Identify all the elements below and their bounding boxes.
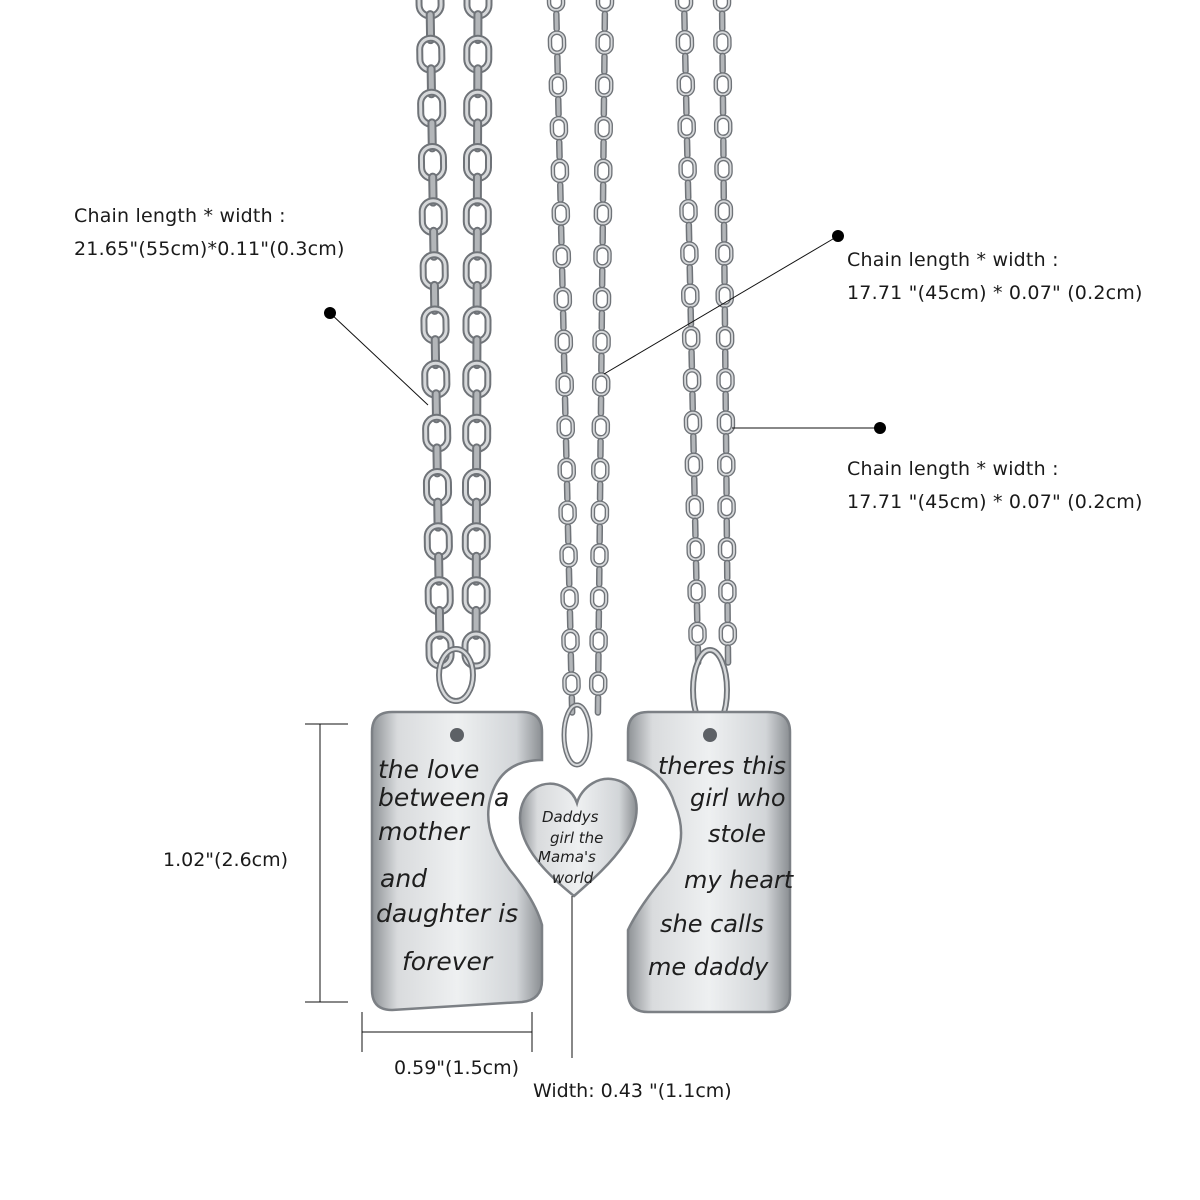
chain-link xyxy=(720,96,725,116)
chain-link xyxy=(599,310,604,330)
chain-link xyxy=(724,518,729,538)
chain-link xyxy=(678,32,692,52)
chain-link xyxy=(596,652,601,672)
chain-link xyxy=(567,609,572,629)
chain-link xyxy=(593,503,607,523)
chain-link xyxy=(601,97,606,117)
chain-link xyxy=(563,631,577,651)
chain-link xyxy=(681,201,695,221)
left-chain-callout xyxy=(324,307,428,405)
chain-link xyxy=(686,222,691,242)
chain-link xyxy=(694,603,699,623)
chain-link xyxy=(683,53,688,73)
chain-link xyxy=(558,182,563,202)
chain-link xyxy=(552,118,566,138)
chain-link xyxy=(602,54,607,74)
chain-link xyxy=(683,286,697,306)
chain-link xyxy=(718,328,732,348)
left-line-2: between a xyxy=(378,783,510,812)
right-line-4: my heart xyxy=(684,866,794,894)
left-line-3: mother xyxy=(378,817,469,846)
chain-link xyxy=(592,545,606,565)
chain-link xyxy=(718,370,732,390)
chain-link xyxy=(596,161,610,181)
middle-chain-label-line1: Chain length * width : xyxy=(847,249,1059,271)
chain-link xyxy=(595,695,600,715)
chain-link xyxy=(720,497,734,517)
chain-link xyxy=(720,582,734,602)
chain-link xyxy=(555,246,569,266)
tag-height-label: 1.02"(2.6cm) xyxy=(163,849,289,871)
chain-link xyxy=(597,75,611,95)
chain-link xyxy=(720,539,734,559)
chain-link xyxy=(716,159,730,179)
right-chain-label-line1: Chain length * width : xyxy=(847,458,1059,480)
heart-line-4: world xyxy=(552,869,594,887)
chain-link xyxy=(715,0,729,10)
right-line-5: she calls xyxy=(660,910,764,938)
right-line-6: me daddy xyxy=(648,953,769,981)
left-line-1: the love xyxy=(378,755,480,784)
chain-link xyxy=(679,117,693,137)
chain-link xyxy=(688,497,702,517)
chain-link xyxy=(596,204,610,224)
chain-link xyxy=(564,481,569,501)
middle-chain xyxy=(549,0,579,715)
chain-link xyxy=(559,225,564,245)
chain-link xyxy=(592,631,606,651)
chain-link xyxy=(597,524,602,544)
chain-link xyxy=(551,75,565,95)
chain-link xyxy=(685,370,699,390)
chain-link xyxy=(722,265,727,285)
chain-link xyxy=(595,246,609,266)
right-line-2: girl who xyxy=(690,784,786,812)
chain-link xyxy=(723,349,728,369)
right-chain-back xyxy=(715,0,735,665)
chain-link xyxy=(692,476,697,496)
middle-chain-marker xyxy=(832,230,844,242)
chain-link xyxy=(719,455,733,475)
chain-link xyxy=(679,74,693,94)
tag-width-dimension xyxy=(362,1012,532,1052)
chain-link xyxy=(550,33,564,53)
chain-link xyxy=(561,310,566,330)
chain-link xyxy=(556,97,561,117)
chain-link xyxy=(687,265,692,285)
chain-link xyxy=(554,203,568,223)
left-line-4: and xyxy=(380,864,428,893)
left-line-5: daughter is xyxy=(376,899,519,928)
chain-link xyxy=(721,180,726,200)
chain-link xyxy=(597,567,602,587)
chain-link xyxy=(560,503,574,523)
chain-link xyxy=(723,391,728,411)
right-chain-callout xyxy=(732,422,886,434)
heart-line-1: Daddys xyxy=(542,808,599,826)
chain-link xyxy=(596,609,601,629)
middle-chain-back xyxy=(591,0,612,715)
chain-link xyxy=(556,289,570,309)
chain-link xyxy=(560,268,565,288)
chain-link xyxy=(684,328,698,348)
chain-link xyxy=(693,518,698,538)
heart-line-2: girl the xyxy=(550,829,604,847)
chain-link xyxy=(557,332,571,352)
middle-chain-label xyxy=(847,244,1143,310)
chain-link xyxy=(558,417,572,437)
chain-link xyxy=(686,412,700,432)
chain-link xyxy=(722,307,727,327)
chain-link xyxy=(719,413,733,433)
chain-link xyxy=(684,96,689,116)
chain-link xyxy=(716,117,730,137)
chain-link xyxy=(595,289,609,309)
chain-link xyxy=(557,139,562,159)
chain-link xyxy=(725,560,730,580)
chain-link xyxy=(559,460,573,480)
chain-link xyxy=(592,588,606,608)
chain-link xyxy=(600,225,605,245)
chain-link xyxy=(563,439,568,459)
right-line-1: theres this xyxy=(658,752,786,780)
chain-link xyxy=(722,222,727,242)
chain-link xyxy=(684,138,689,158)
right-chain-label-line2: 17.71 "(45cm) * 0.07" (0.2cm) xyxy=(847,491,1143,513)
chain-link xyxy=(597,118,611,138)
chain-link xyxy=(690,624,704,644)
left-chain-label-line2: 21.65"(55cm)*0.11"(0.3cm) xyxy=(74,238,345,260)
chain-link xyxy=(555,54,560,74)
chain-link xyxy=(598,439,603,459)
chain-link xyxy=(600,268,605,288)
chain-link xyxy=(549,0,563,10)
chain-link xyxy=(561,353,566,373)
chain-link xyxy=(682,11,687,31)
chain-link xyxy=(725,603,730,623)
left-line-6: forever xyxy=(402,947,493,976)
left-chain-label xyxy=(74,200,345,266)
chain-link xyxy=(691,434,696,454)
chain-link xyxy=(562,588,576,608)
chain-link xyxy=(562,396,567,416)
chain-link xyxy=(561,545,575,565)
heart-line-3: Mama's xyxy=(538,848,596,866)
chain-link xyxy=(690,391,695,411)
chain-link xyxy=(693,560,698,580)
chain-link xyxy=(601,139,606,159)
left-chain xyxy=(419,0,451,666)
chain-link xyxy=(598,0,612,10)
chain-link xyxy=(689,581,703,601)
chain-link xyxy=(602,11,607,31)
chain-link xyxy=(553,161,567,181)
chain-link xyxy=(721,624,735,644)
chain-link xyxy=(593,460,607,480)
chain-link xyxy=(724,476,729,496)
chain-link xyxy=(688,539,702,559)
chain-link xyxy=(554,11,559,31)
chain-link xyxy=(680,159,694,179)
chain-link xyxy=(568,652,573,672)
chain-link xyxy=(557,374,571,394)
chain-link xyxy=(566,567,571,587)
right-line-3: stole xyxy=(708,820,767,848)
chain-link xyxy=(594,374,608,394)
chain-link xyxy=(598,481,603,501)
left-chain-back xyxy=(465,0,489,666)
chain-link xyxy=(591,674,605,694)
chain-link xyxy=(724,434,729,454)
chain-link xyxy=(720,11,725,31)
chain-link xyxy=(685,180,690,200)
chain-link xyxy=(682,243,696,263)
heart-width-label: Width: 0.43 "(1.1cm) xyxy=(533,1080,732,1102)
left-chain-marker xyxy=(324,307,336,319)
chain-link xyxy=(721,138,726,158)
chain-link xyxy=(564,673,578,693)
right-chain xyxy=(677,0,705,665)
chain-link xyxy=(720,53,725,73)
middle-chain-label-line2: 17.71 "(45cm) * 0.07" (0.2cm) xyxy=(847,282,1143,304)
chain-link xyxy=(725,645,730,665)
right-chain-label xyxy=(847,453,1143,519)
chain-link xyxy=(565,524,570,544)
tag-height-dimension xyxy=(305,724,348,1002)
chain-link xyxy=(687,455,701,475)
chain-link xyxy=(689,349,694,369)
tag-width-label: 0.59"(1.5cm) xyxy=(394,1057,520,1079)
chain-link xyxy=(599,353,604,373)
chain-link xyxy=(594,417,608,437)
chain-link xyxy=(717,201,731,221)
chain-link xyxy=(677,0,691,10)
chain-link xyxy=(598,33,612,53)
chain-link xyxy=(717,243,731,263)
chain-link xyxy=(715,32,729,52)
left-chain-label-line1: Chain length * width : xyxy=(74,205,286,227)
chain-link xyxy=(595,332,609,352)
right-chain-marker xyxy=(874,422,886,434)
chain-link xyxy=(716,74,730,94)
chain-link xyxy=(601,182,606,202)
chain-link xyxy=(598,396,603,416)
